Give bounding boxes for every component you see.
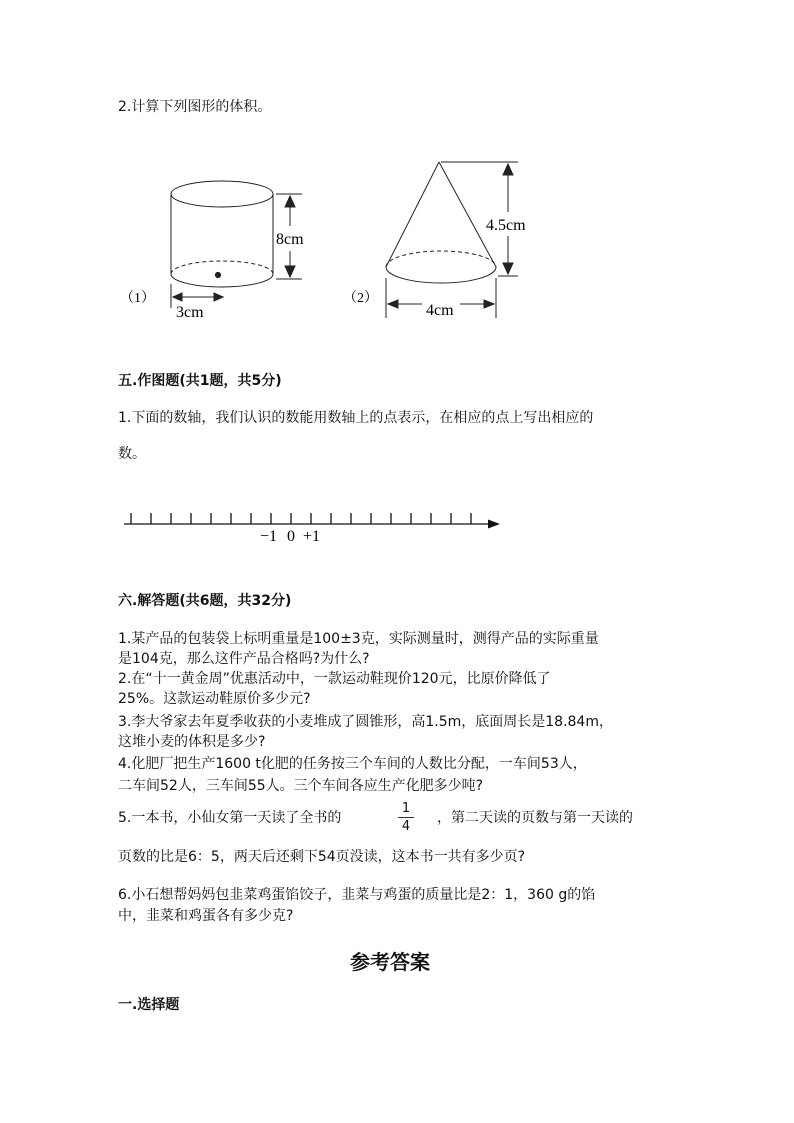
arrow-right-icon [488,520,500,529]
fraction-bar [398,817,414,818]
number-line [110,505,520,545]
volume-question-prompt: 2.计算下列图形的体积。 [118,99,272,115]
answers-section1-heading: 一.选择题 [118,997,180,1013]
number-line-label-zero: 0 [287,528,295,545]
cone-figure [386,162,518,318]
cylinder-radius-label: 3cm [176,304,204,321]
question1-line2: 是104克，那么这件产品合格吗?为什么? [118,651,370,667]
question1-line1: 1.某产品的包装袋上标明重量是100±3克，实际测量时，测得产品的实际重量 [118,631,599,647]
question4-line2: 二车间52人，三车间55人。三个车间各应生产化肥多少吨? [118,778,484,794]
question5-part2: ，第二天读的页数与第一天读的 [437,810,633,826]
question5-fraction [396,801,416,834]
question5-line2: 页数的比是6：5，两天后还剩下54页没读，这本书一共有多少页? [118,849,526,865]
cylinder-height-label: 8cm [276,231,304,248]
section5-q1-line1: 1.下面的数轴，我们认识的数能用数轴上的点表示，在相应的点上写出相应的 [118,410,594,426]
question2-line1: 2.在“十一黄金周”优惠活动中，一款运动鞋现价120元，比原价降低了 [118,671,551,687]
figure1-label: （1） [120,291,155,306]
section6-heading: 六.解答题(共6题，共32分) [118,593,292,609]
number-line-label-plus-one: +1 [303,528,321,545]
question2-line2: 25%。这款运动鞋原价多少元? [118,691,311,707]
cone-height-label: 4.5cm [486,217,526,234]
question3-line1: 3.李大爷家去年夏季收获的小麦堆成了圆锥形，高1.5m，底面周长是18.84m， [118,714,613,730]
question3-line2: 这堆小麦的体积是多少? [118,734,266,750]
fraction-numerator: 1 [401,801,411,816]
answers-title: 参考答案 [350,950,430,974]
question6-line2: 中，韭菜和鸡蛋各有多少克? [118,908,294,924]
volume-figures [110,150,550,330]
question5-part1: 5.一本书，小仙女第一天读了全书的 [118,810,342,826]
figure2-label: （2） [343,291,378,306]
cone-diameter-label: 4cm [426,302,454,319]
section5-q1-line2: 数。 [118,446,146,462]
fraction-denominator: 4 [401,819,411,834]
question4-line1: 4.化肥厂把生产1600 t化肥的任务按三个车间的人数比分配，一车间53人， [118,756,587,772]
number-line-label-minus-one: −1 [260,528,278,545]
section5-heading: 五.作图题(共1题，共5分) [118,373,282,389]
question6-line1: 6.小石想帮妈妈包韭菜鸡蛋馅饺子，韭菜与鸡蛋的质量比是2：1，360 g的馅 [118,887,596,903]
